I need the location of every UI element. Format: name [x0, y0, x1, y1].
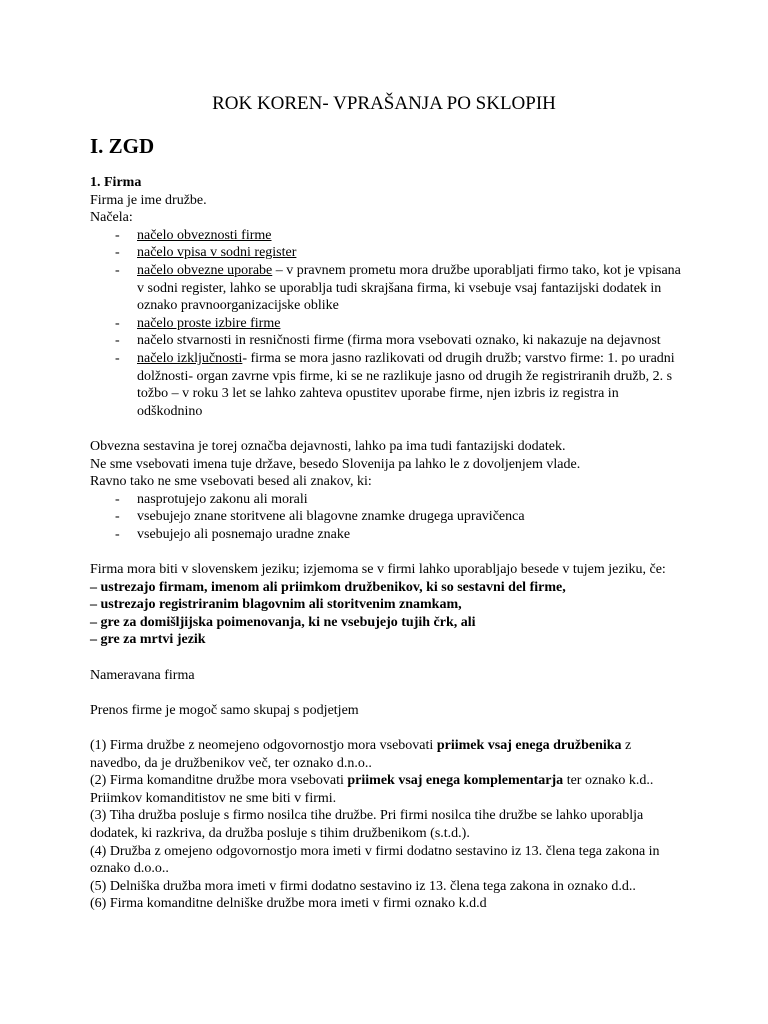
language-paragraph: Firma mora biti v slovenskem jeziku; izjemoma se v firmi lahko uporabljajo besede v tujem jeziku, če:	[90, 562, 666, 578]
text-span: ter oznako k.d.. Priimkov komanditistov ne sme biti v firmi.	[90, 773, 654, 806]
principle-text: – v pravnem prometu mora družbe uporabljati firmo tako, kot je vpisana v sodni register, lahko se uporablja tudi skrajšana firma, ki vsebuje vsaj fantazijski dodatek in oznako pravnoorganizacijske oblike	[137, 262, 681, 314]
principle-label: načelo proste izbire firme	[137, 315, 281, 331]
list-item	[90, 315, 682, 333]
subsection-heading: 1. Firma	[90, 175, 142, 190]
document-body	[90, 174, 682, 913]
paragraph-line: Obvezna sestavina je torej označba dejavnosti, lahko pa ima tudi fantazijski dodatek.	[90, 438, 566, 454]
list-item	[90, 262, 682, 315]
exception-line: – gre za mrtvi jezik	[90, 632, 206, 648]
principle-label: načelo izključnosti	[137, 350, 243, 366]
paragraph-line: Ravno tako ne sme vsebovati besed ali znakov, ki:	[90, 474, 372, 490]
exception-line: – gre za domišljijska poimenovanja, ki ne vsebujejo tujih črk, ali	[90, 614, 476, 630]
principles-list	[90, 227, 682, 421]
text-span: (1) Firma družbe z neomejeno odgovornostjo mora vsebovati	[90, 738, 437, 753]
principle-label: načelo vpisa v sodni register	[137, 245, 297, 261]
numbered-paragraph: (4) Družba z omejeno odgovornostjo mora imeti v firmi dodatno sestavino iz 13. člena tega zakona in oznako d.o.o..	[90, 843, 660, 877]
bold-span: priimek vsaj enega komplementarja	[347, 773, 564, 789]
prenos-firme: Prenos firme je mogoč samo skupaj s podjetjem	[90, 702, 359, 718]
numbered-paragraph: (6) Firma komanditne delniške družbe mora imeti v firmi oznako k.d.d	[90, 896, 487, 912]
list-item: - vsebujejo znane storitvene ali blagovne znamke drugega upravičenca	[90, 508, 682, 526]
nameravana-firma: Nameravana firma	[90, 667, 195, 683]
principle-text: načelo stvarnosti in resničnosti firme (firma mora vsebovati oznako, ki nakazuje na dejavnost	[137, 333, 661, 349]
principles-label: Načela:	[90, 210, 133, 226]
text-span: (2) Firma komanditne družbe mora vsebovati	[90, 773, 348, 789]
list-item	[90, 227, 682, 245]
list-item	[90, 332, 682, 350]
paragraph-line: Ne sme vsebovati imena tuje države, besedo Slovenija pa lahko le z dovoljenjem vlade.	[90, 456, 581, 472]
numbered-paragraph	[90, 737, 682, 772]
forbidden-list	[90, 491, 682, 544]
intro-line: Firma je ime družbe.	[90, 192, 207, 208]
principle-label: načelo obveznosti firme	[137, 227, 272, 243]
numbered-paragraph	[90, 772, 682, 807]
document-title: ROK KOREN- VPRAŠANJA PO SKLOPIH	[212, 93, 556, 114]
exception-line: – ustrezajo firmam, imenom ali priimkom družbenikov, ki so sestavni del firme,	[90, 579, 566, 595]
text-span: z navedbo, da je družbenikov več, ter oznako d.n.o..	[90, 738, 632, 771]
list-item: - vsebujejo ali posnemajo uradne znake	[90, 526, 682, 544]
numbered-paragraph: (3) Tiha družba posluje s firmo nosilca tihe družbe. Pri firmi nosilca tihe družbe se lahko uporablja dodatek, ki razkriva, da družba posluje s tihim družbenikom (s.t.d.).	[90, 808, 644, 841]
principle-label: načelo obvezne uporabe	[137, 262, 273, 278]
list-item	[90, 350, 682, 420]
numbered-paragraph: (5) Delniška družba mora imeti v firmi dodatno sestavino iz 13. člena tega zakona in oznako d.d..	[90, 878, 636, 894]
principle-text: - firma se mora jasno razlikovati od drugih družb; varstvo firme: 1. po uradni dolžnosti- organ zavrne vpis firme, ki se ne razlikuje jasno od drugih že registriranih družb, 2. s tožbo – v roku 3 let se lahko zahteva opustitev uporabe firme, njen izbris iz registra in odškodnino	[137, 350, 675, 419]
list-item: - nasprotujejo zakonu ali morali	[90, 491, 682, 509]
list-item	[90, 244, 682, 262]
section-heading: I. ZGD	[90, 134, 155, 158]
bold-span: priimek vsaj enega družbenika	[436, 738, 622, 753]
exception-line: – ustrezajo registriranim blagovnim ali storitvenim znamkam,	[90, 597, 462, 613]
